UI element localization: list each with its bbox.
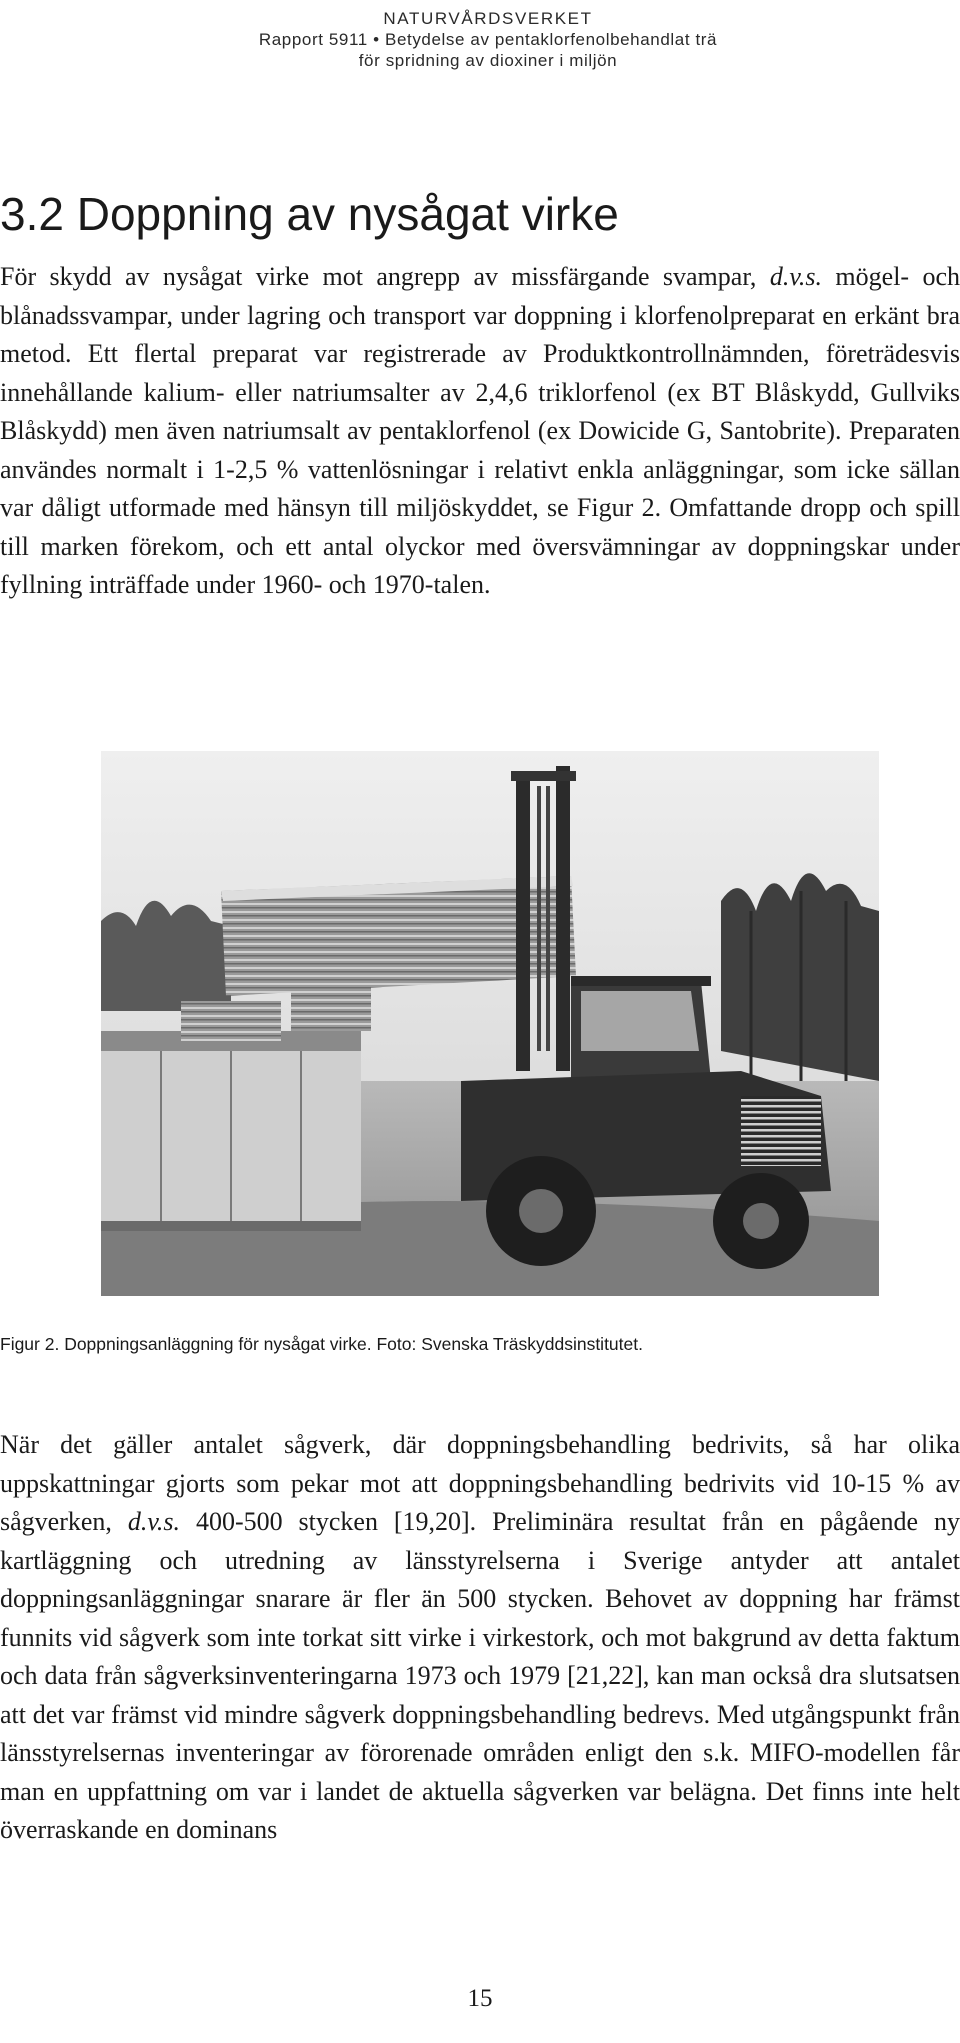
section-title: 3.2 Doppning av nysågat virke	[0, 188, 619, 240]
paragraph-1-part-a: För skydd av nysågat virke mot angrepp av missfärgande svampar,	[0, 262, 770, 291]
paragraph-2-part-a: När det gäller antalet sågverk, där doppningsbehandling bedrivits, så har olika uppskattningar gjorts som pekar mot att doppningsbehandling bedrivits vid 10-15 % av sågverken,	[0, 1430, 960, 1536]
page-number: 15	[467, 1985, 493, 2012]
running-header	[228, 8, 748, 71]
paragraph-1-dvs: d.v.s.	[769, 262, 823, 291]
figure-photo	[101, 751, 879, 1296]
figure-caption: Figur 2. Doppningsanläggning för nysågat virke. Foto: Svenska Träskyddsinstitutet.	[0, 1334, 643, 1354]
header-org: NATURVÅRDSVERKET	[383, 9, 593, 28]
header-report-line: Rapport 5911 • Betydelse av pentaklorfenolbehandlat trä	[258, 30, 718, 49]
header-subtitle-line: för spridning av dioxiner i miljön	[358, 51, 618, 70]
paragraph-1	[0, 258, 960, 605]
forklift-lumber-photo	[101, 751, 879, 1296]
paragraph-2-part-b: 400-500 stycken [19,20]. Preliminära resultat från en pågående ny kartläggning och utredning av länsstyrelserna i Sverige antyder att antalet doppningsanläggningar snarare är fler än 500 stycken. Behovet av doppning har främst funnits vid sågverk som inte torkat sitt virke i virkestork, och mot bakgrund av detta faktum och data från sågverksinventeringarna 1973 och 1979 [21,22], kan man också dra slutsatsen att det var främst vid mindre sågverk doppningsbehandling bedrevs. Med utgångspunkt från länsstyrelsernas inventeringar av förorenade områden enligt den s.k. MIFO-modellen får man en uppfattning om var i landet de aktuella sågverken var belägna. Det finns inte helt överraskande en dominans	[0, 1507, 960, 1844]
paragraph-2-dvs: d.v.s.	[127, 1507, 181, 1536]
paragraph-1-part-b: mögel- och blånadssvampar, under lagring och transport var doppning i klorfenolpreparat en erkänt bra metod. Ett flertal preparat var registrerade av Produktkontrollnämnden, företrädesvis innehållande kalium- eller natriumsalter av 2,4,6 triklorfenol (ex BT Blåskydd, Gullviks Blåskydd) men även natriumsalt av pentaklorfenol (ex Dowicide G, Santobrite). Preparaten användes normalt i 1-2,5 % vattenlösningar i relativt enkla anläggningar, som icke sällan var dåligt utformade med hänsyn till miljöskyddet, se Figur 2. Omfattande dropp och spill till marken förekom, och ett antal olyckor med översvämningar av doppningskar under fyllning inträffade under 1960- och 1970-talen.	[0, 262, 960, 599]
paragraph-2	[0, 1426, 960, 1850]
